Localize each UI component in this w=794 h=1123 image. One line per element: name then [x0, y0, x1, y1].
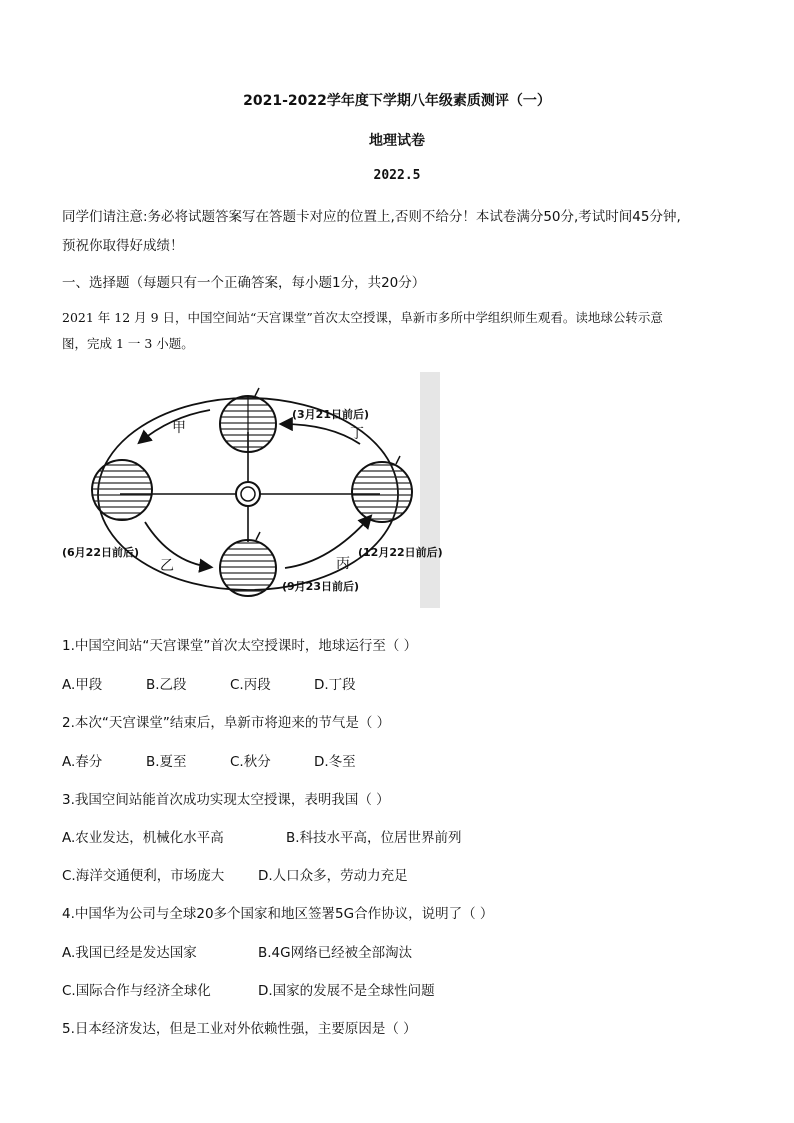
- exam-title: 2021-2022学年度下学期八年级素质测评（一）: [243, 93, 551, 109]
- question-5-stem: 5.日本经济发达，但是工业对外依赖性强，主要原因是（ ）: [62, 1021, 417, 1037]
- label-yi: 乙: [160, 558, 174, 574]
- question-3-stem: 3.我国空间站能首次成功实现太空授课，表明我国（ ）: [62, 792, 390, 808]
- exam-date: 2022.5: [373, 168, 421, 183]
- label-bing: 丙: [336, 556, 350, 572]
- q4-option-b[interactable]: B.4G网络已经被全部淘汰: [258, 945, 413, 961]
- label-dec22: (12月22日前后): [358, 546, 443, 559]
- q2-option-d[interactable]: D.冬至: [314, 754, 356, 770]
- q4-option-d[interactable]: D.国家的发展不是全球性问题: [258, 983, 435, 999]
- question-2-stem: 2.本次“天宫课堂”结束后，阜新市将迎来的节气是（ ）: [62, 715, 391, 731]
- earth-june-icon: [92, 460, 152, 520]
- q2-option-a[interactable]: A.春分: [62, 754, 103, 770]
- earth-september-icon: [220, 532, 276, 596]
- label-jia: 甲: [172, 420, 186, 436]
- q2-option-b[interactable]: B.夏至: [146, 754, 187, 770]
- label-jun22: (6月22日前后): [62, 546, 140, 559]
- exam-subject: 地理试卷: [369, 133, 425, 149]
- intro-line-2: 图，完成 1 一 3 小题。: [62, 336, 194, 351]
- q1-option-c[interactable]: C.丙段: [230, 677, 271, 693]
- q1-option-a[interactable]: A.甲段: [62, 677, 103, 693]
- question-1-stem: 1.中国空间站“天宫课堂”首次太空授课时，地球运行至（ ）: [62, 638, 418, 654]
- q2-option-c[interactable]: C.秋分: [230, 754, 271, 770]
- arrow-ding: [282, 424, 360, 444]
- earth-revolution-diagram: [60, 372, 460, 608]
- section-heading: 一、选择题（每题只有一个正确答案，每小题1分，共20分）: [62, 275, 426, 291]
- label-ding: 丁: [350, 426, 364, 442]
- question-4-stem: 4.中国华为公司与全球20多个国家和地区签署5G合作协议，说明了（ ）: [62, 906, 494, 922]
- q1-option-d[interactable]: D.丁段: [314, 677, 356, 693]
- intro-line-1: 2021 年 12 月 9 日，中国空间站“天宫课堂”首次太空授课，阜新市多所中学组织师生观看。读地球公转示意: [62, 310, 663, 325]
- notice-line-1: 同学们请注意:务必将试题答案写在答题卡对应的位置上,否则不给分！本试卷满分50分,考试时间45分钟,: [62, 209, 681, 225]
- q3-option-c[interactable]: C.海洋交通便利，市场庞大: [62, 868, 225, 884]
- earth-december-icon: [352, 456, 412, 522]
- q3-option-a[interactable]: A.农业发达，机械化水平高: [62, 830, 224, 846]
- q3-option-d[interactable]: D.人口众多，劳动力充足: [258, 868, 408, 884]
- arrow-yi: [145, 522, 210, 567]
- sun-icon: [236, 482, 260, 506]
- scan-shadow: [420, 372, 440, 608]
- notice-line-2: 预祝你取得好成绩！: [62, 238, 184, 254]
- label-sep23: (9月23日前后): [282, 580, 360, 593]
- q3-option-b[interactable]: B.科技水平高，位居世界前列: [286, 830, 462, 846]
- q1-option-b[interactable]: B.乙段: [146, 677, 187, 693]
- q4-option-c[interactable]: C.国际合作与经济全球化: [62, 983, 211, 999]
- q4-option-a[interactable]: A.我国已经是发达国家: [62, 945, 197, 961]
- label-mar21: (3月21日前后): [292, 408, 370, 421]
- earth-march-icon: [220, 388, 276, 452]
